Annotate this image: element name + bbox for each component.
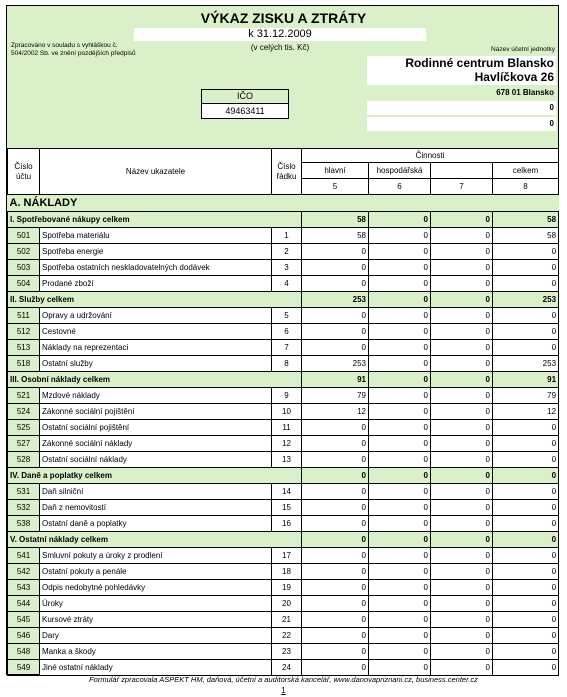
header-row: Číslo řádku (272, 149, 302, 195)
table-row (8, 564, 559, 580)
value-other-cell: 0 (431, 388, 493, 404)
value-main-cell: 0 (302, 548, 369, 564)
value-economic-cell: 0 (369, 372, 431, 388)
value-main-cell: 0 (302, 644, 369, 660)
row-number-cell: 22 (272, 628, 302, 644)
account-cell: 531 (8, 484, 40, 500)
value-economic-cell: 0 (369, 340, 431, 356)
table-row (8, 420, 559, 436)
footer-text: Formulář zpracovala ASPEKT HM, daňová, účetní a auditorská kancelář, www.danovapriznani.cz, business.center.cz (89, 675, 478, 684)
value-main-cell: 0 (302, 596, 369, 612)
value-total-cell: 0 (493, 324, 559, 340)
name-cell: Prodané zboží (40, 276, 272, 292)
value-other-cell: 0 (431, 372, 493, 388)
value-total-cell: 0 (493, 244, 559, 260)
value-economic-cell: 0 (369, 260, 431, 276)
account-cell: 512 (8, 324, 40, 340)
value-total-cell: 0 (493, 660, 559, 676)
value-economic-cell: 0 (369, 404, 431, 420)
account-cell: 549 (8, 660, 40, 676)
group-row (8, 212, 559, 228)
value-main-cell: 253 (302, 292, 369, 308)
table-row (8, 260, 559, 276)
value-other-cell: 0 (431, 516, 493, 532)
value-main-cell: 0 (302, 420, 369, 436)
name-cell: IV. Daně a poplatky celkem (8, 468, 302, 484)
value-total-cell: 0 (493, 612, 559, 628)
row-number-cell: 23 (272, 644, 302, 660)
name-cell: Daň silniční (40, 484, 272, 500)
value-economic-cell: 0 (369, 516, 431, 532)
value-total-cell: 0 (493, 436, 559, 452)
name-cell: Zákonné sociální náklady (40, 436, 272, 452)
table-row (8, 436, 559, 452)
row-number-cell: 20 (272, 596, 302, 612)
value-economic-cell: 0 (369, 564, 431, 580)
value-total-cell: 0 (493, 516, 559, 532)
unit-label: Název účetní jednotky (491, 46, 555, 53)
value-total-cell: 58 (493, 212, 559, 228)
value-economic-cell: 0 (369, 468, 431, 484)
account-cell: 527 (8, 436, 40, 452)
value-other-cell: 0 (431, 212, 493, 228)
value-other-cell: 0 (431, 228, 493, 244)
account-cell: 546 (8, 628, 40, 644)
value-main-cell: 253 (302, 356, 369, 372)
ico-box (201, 89, 289, 119)
name-cell: Ostatní sociální náklady (40, 452, 272, 468)
row-number-cell: 10 (272, 404, 302, 420)
value-other-cell: 0 (431, 500, 493, 516)
account-cell: 513 (8, 340, 40, 356)
name-cell: Spotřeba energie (40, 244, 272, 260)
value-economic-cell: 0 (369, 292, 431, 308)
header-name: Název ukazatele (40, 149, 272, 195)
value-main-cell: 91 (302, 372, 369, 388)
value-total-cell: 0 (493, 548, 559, 564)
group-row (8, 292, 559, 308)
value-other-cell: 0 (431, 548, 493, 564)
value-main-cell: 58 (302, 228, 369, 244)
colnum-5: 5 (302, 179, 369, 195)
header-activities: Činnosti (302, 149, 559, 163)
report-sheet (6, 5, 559, 675)
table-row (8, 660, 559, 676)
value-economic-cell: 0 (369, 500, 431, 516)
row-number-cell: 21 (272, 612, 302, 628)
value-economic-cell: 0 (369, 276, 431, 292)
account-cell: 504 (8, 276, 40, 292)
value-other-cell: 0 (431, 292, 493, 308)
name-cell: Odpis nedobytné pohledávky (40, 580, 272, 596)
value-other-cell: 0 (431, 404, 493, 420)
name-cell: Úroky (40, 596, 272, 612)
value-total-cell: 0 (493, 628, 559, 644)
page-number: 1 (281, 686, 286, 695)
report-date: k 31.12.2009 (134, 28, 426, 41)
ico-label: IČO (202, 90, 288, 104)
value-total-cell: 0 (493, 276, 559, 292)
value-main-cell: 0 (302, 260, 369, 276)
row-number-cell: 19 (272, 580, 302, 596)
value-total-cell: 0 (493, 580, 559, 596)
account-cell: 542 (8, 564, 40, 580)
name-cell: III. Osobní náklady celkem (8, 372, 302, 388)
section-heading: A. NÁKLADY (8, 195, 559, 212)
name-cell: Smluvní pokuty a úroky z prodlení (40, 548, 272, 564)
value-economic-cell: 0 (369, 580, 431, 596)
value-other-cell: 0 (431, 436, 493, 452)
value-total-cell: 0 (493, 308, 559, 324)
value-total-cell: 12 (493, 404, 559, 420)
value-main-cell: 79 (302, 388, 369, 404)
account-cell: 524 (8, 404, 40, 420)
value-economic-cell: 0 (369, 596, 431, 612)
value-economic-cell: 0 (369, 308, 431, 324)
value-other-cell: 0 (431, 532, 493, 548)
org-name: Rodinné centrum Blansko (367, 56, 556, 70)
value-economic-cell: 0 (369, 532, 431, 548)
expense-table (7, 148, 559, 676)
account-cell: 525 (8, 420, 40, 436)
table-row (8, 340, 559, 356)
org-city: 678 01 Blansko (496, 88, 554, 97)
value-main-cell: 0 (302, 340, 369, 356)
account-cell: 548 (8, 644, 40, 660)
table-row (8, 612, 559, 628)
account-cell: 528 (8, 452, 40, 468)
name-cell: Ostatní služby (40, 356, 272, 372)
name-cell: Spotřeba ostatních neskladovatelných dodávek (40, 260, 272, 276)
value-other-cell: 0 (431, 612, 493, 628)
value-other-cell: 0 (431, 644, 493, 660)
header-economic: hospodářská (369, 163, 431, 179)
value-economic-cell: 0 (369, 484, 431, 500)
row-number-cell: 3 (272, 260, 302, 276)
account-cell: 538 (8, 516, 40, 532)
account-cell: 511 (8, 308, 40, 324)
value-other-cell: 0 (431, 420, 493, 436)
value-other-cell: 0 (431, 308, 493, 324)
value-total-cell: 0 (493, 468, 559, 484)
row-number-cell: 6 (272, 324, 302, 340)
value-total-cell: 253 (493, 292, 559, 308)
value-main-cell: 0 (302, 612, 369, 628)
name-cell: V. Ostatní náklady celkem (8, 532, 302, 548)
row-number-cell: 16 (272, 516, 302, 532)
value-total-cell: 79 (493, 388, 559, 404)
value-main-cell: 0 (302, 660, 369, 676)
value-other-cell: 0 (431, 340, 493, 356)
value-main-cell: 0 (302, 580, 369, 596)
name-cell: I. Spotřebované nákupy celkem (8, 212, 302, 228)
value-main-cell: 0 (302, 436, 369, 452)
table-row (8, 596, 559, 612)
account-cell: 541 (8, 548, 40, 564)
table-row (8, 308, 559, 324)
value-total-cell: 91 (493, 372, 559, 388)
value-other-cell: 0 (431, 244, 493, 260)
value-other-cell: 0 (431, 276, 493, 292)
org-extra-1: 0 (367, 101, 556, 115)
value-total-cell: 0 (493, 340, 559, 356)
value-other-cell: 0 (431, 484, 493, 500)
value-other-cell: 0 (431, 260, 493, 276)
value-main-cell: 0 (302, 244, 369, 260)
value-economic-cell: 0 (369, 628, 431, 644)
colnum-7: 7 (431, 179, 493, 195)
name-cell: Náklady na reprezentaci (40, 340, 272, 356)
value-other-cell: 0 (431, 356, 493, 372)
account-cell: 543 (8, 580, 40, 596)
row-number-cell: 5 (272, 308, 302, 324)
org-street: Havlíčkova 26 (367, 70, 556, 85)
value-total-cell: 0 (493, 484, 559, 500)
name-cell: Jiné ostatní náklady (40, 660, 272, 676)
colnum-8: 8 (493, 179, 559, 195)
table-row (8, 548, 559, 564)
value-other-cell: 0 (431, 452, 493, 468)
org-extra-2: 0 (367, 117, 556, 131)
name-cell: Ostatní daně a poplatky (40, 516, 272, 532)
row-number-cell: 18 (272, 564, 302, 580)
value-economic-cell: 0 (369, 244, 431, 260)
account-cell: 544 (8, 596, 40, 612)
account-cell: 545 (8, 612, 40, 628)
account-cell: 532 (8, 500, 40, 516)
value-economic-cell: 0 (369, 324, 431, 340)
value-main-cell: 58 (302, 212, 369, 228)
header-account: Číslo účtu (8, 149, 40, 195)
value-economic-cell: 0 (369, 420, 431, 436)
table-row (8, 356, 559, 372)
table-row (8, 404, 559, 420)
value-other-cell: 0 (431, 660, 493, 676)
table-row (8, 452, 559, 468)
name-cell: Mzdové náklady (40, 388, 272, 404)
table-row (8, 276, 559, 292)
colnum-6: 6 (369, 179, 431, 195)
value-economic-cell: 0 (369, 644, 431, 660)
account-cell: 501 (8, 228, 40, 244)
report-title: VÝKAZ ZISKU A ZTRÁTY (200, 10, 367, 26)
value-main-cell: 0 (302, 468, 369, 484)
value-main-cell: 0 (302, 276, 369, 292)
value-economic-cell: 0 (369, 660, 431, 676)
name-cell: Kursové ztráty (40, 612, 272, 628)
account-cell: 503 (8, 260, 40, 276)
name-cell: Ostatní pokuty a penále (40, 564, 272, 580)
report-units: (v celých tis. Kč) (250, 43, 310, 52)
value-economic-cell: 0 (369, 548, 431, 564)
table-row (8, 500, 559, 516)
value-economic-cell: 0 (369, 436, 431, 452)
value-other-cell: 0 (431, 324, 493, 340)
value-total-cell: 0 (493, 500, 559, 516)
value-other-cell: 0 (431, 468, 493, 484)
value-main-cell: 0 (302, 516, 369, 532)
row-number-cell: 24 (272, 660, 302, 676)
row-number-cell: 7 (272, 340, 302, 356)
value-main-cell: 0 (302, 628, 369, 644)
name-cell: II. Služby celkem (8, 292, 302, 308)
account-cell: 521 (8, 388, 40, 404)
row-number-cell: 11 (272, 420, 302, 436)
table-row (8, 244, 559, 260)
name-cell: Daň z nemovitostí (40, 500, 272, 516)
account-cell: 502 (8, 244, 40, 260)
value-main-cell: 0 (302, 564, 369, 580)
row-number-cell: 2 (272, 244, 302, 260)
legal-note: Zpracováno v souladu s vyhláškou č. 504/2002 Sb. ve znění pozdějších předpisů (11, 42, 136, 57)
row-number-cell: 1 (272, 228, 302, 244)
table-row (8, 628, 559, 644)
row-number-cell: 13 (272, 452, 302, 468)
table-row (8, 516, 559, 532)
value-main-cell: 0 (302, 484, 369, 500)
name-cell: Ostatní sociální pojištění (40, 420, 272, 436)
table-row (8, 324, 559, 340)
value-total-cell: 0 (493, 452, 559, 468)
header-main: hlavní (302, 163, 369, 179)
row-number-cell: 4 (272, 276, 302, 292)
value-main-cell: 0 (302, 532, 369, 548)
group-row (8, 372, 559, 388)
value-main-cell: 0 (302, 324, 369, 340)
name-cell: Cestovné (40, 324, 272, 340)
row-number-cell: 9 (272, 388, 302, 404)
table-row (8, 388, 559, 404)
value-total-cell: 0 (493, 260, 559, 276)
value-economic-cell: 0 (369, 388, 431, 404)
value-economic-cell: 0 (369, 356, 431, 372)
row-number-cell: 14 (272, 484, 302, 500)
table-row (8, 580, 559, 596)
row-number-cell: 8 (272, 356, 302, 372)
value-economic-cell: 0 (369, 212, 431, 228)
value-total-cell: 0 (493, 644, 559, 660)
group-row (8, 532, 559, 548)
value-economic-cell: 0 (369, 228, 431, 244)
row-number-cell: 15 (272, 500, 302, 516)
value-total-cell: 0 (493, 564, 559, 580)
value-total-cell: 0 (493, 532, 559, 548)
name-cell: Zákonné sociální pojištění (40, 404, 272, 420)
table-row (8, 644, 559, 660)
value-total-cell: 253 (493, 356, 559, 372)
value-other-cell: 0 (431, 564, 493, 580)
name-cell: Spotřeba materiálu (40, 228, 272, 244)
account-cell: 518 (8, 356, 40, 372)
value-total-cell: 0 (493, 420, 559, 436)
value-economic-cell: 0 (369, 452, 431, 468)
value-main-cell: 0 (302, 452, 369, 468)
group-row (8, 468, 559, 484)
header-total: celkem (493, 163, 559, 179)
row-number-cell: 17 (272, 548, 302, 564)
table-row (8, 228, 559, 244)
value-main-cell: 0 (302, 500, 369, 516)
value-main-cell: 0 (302, 308, 369, 324)
row-number-cell: 12 (272, 436, 302, 452)
header-empty (431, 163, 493, 179)
value-total-cell: 58 (493, 228, 559, 244)
ico-value: 49463411 (225, 106, 265, 116)
name-cell: Dary (40, 628, 272, 644)
table-row (8, 484, 559, 500)
value-total-cell: 0 (493, 596, 559, 612)
value-other-cell: 0 (431, 596, 493, 612)
name-cell: Opravy a udržování (40, 308, 272, 324)
value-main-cell: 12 (302, 404, 369, 420)
value-other-cell: 0 (431, 628, 493, 644)
value-other-cell: 0 (431, 580, 493, 596)
name-cell: Manka a škody (40, 644, 272, 660)
value-economic-cell: 0 (369, 612, 431, 628)
